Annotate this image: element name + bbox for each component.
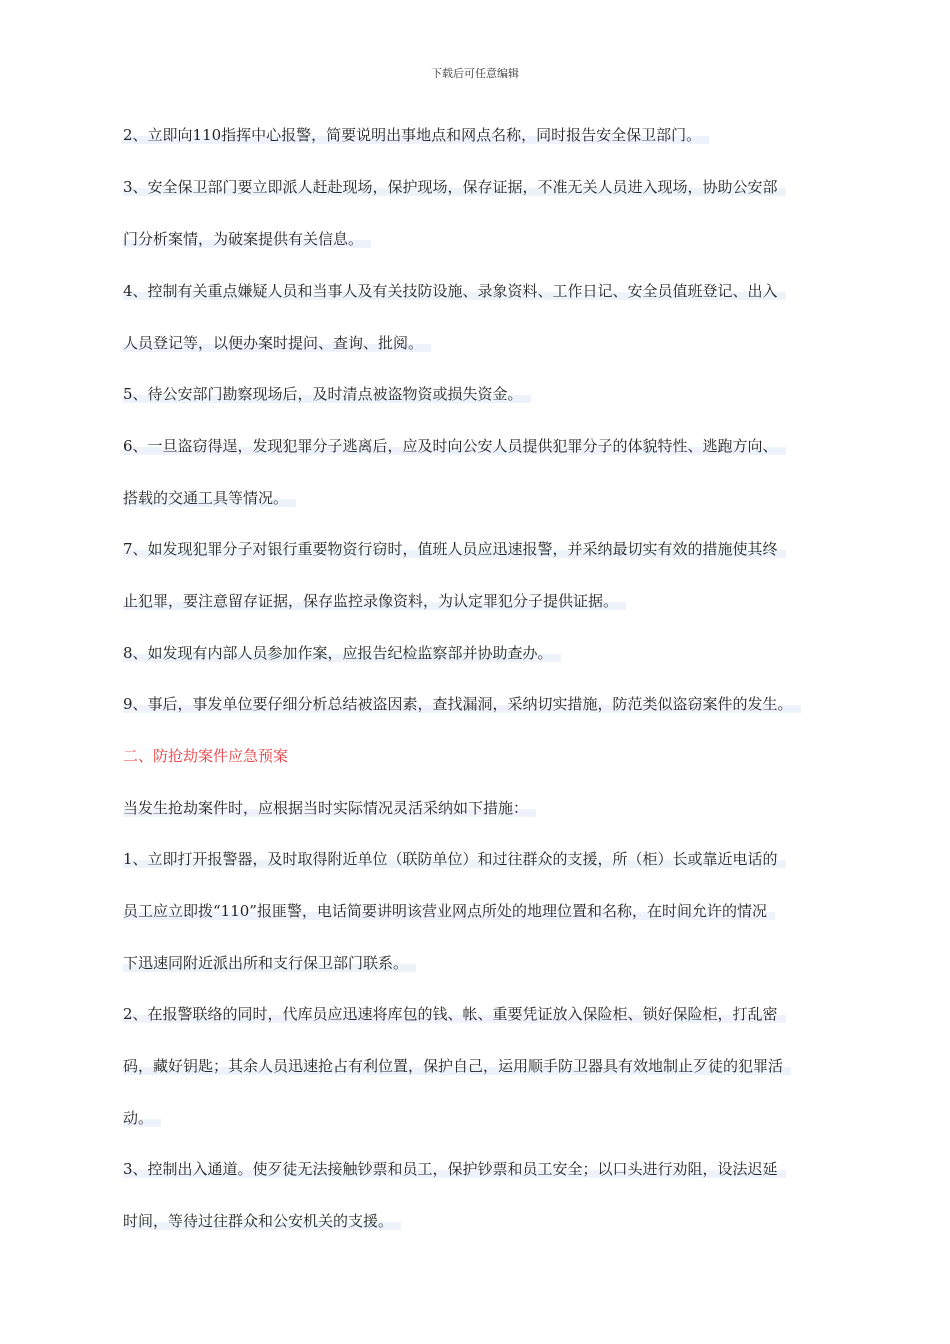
paragraph-line [123, 1210, 401, 1232]
section-heading [123, 745, 296, 767]
paragraph-line [123, 228, 371, 250]
line-text: 2、立即向110指挥中心报警，简要说明出事地点和网点名称，同时报告安全保卫部门。 [123, 126, 709, 144]
line-text: 5、待公安部门勘察现场后，及时清点被盗物资或损失资金。 [123, 385, 531, 403]
paragraph-line [123, 383, 531, 405]
paragraph-line [123, 1107, 161, 1129]
paragraph-line [123, 590, 626, 612]
paragraph-line [123, 848, 786, 870]
line-text: 6、一旦盗窃得逞，发现犯罪分子逃离后，应及时向公安人员提供犯罪分子的体貌特性、逃跑方向、 [123, 437, 786, 455]
paragraph-line [123, 435, 786, 457]
line-text: 搭载的交通工具等情况。 [123, 489, 296, 507]
paragraph-line [123, 900, 775, 922]
line-text: 当发生抢劫案件时，应根据当时实际情况灵活采纳如下措施： [123, 799, 536, 817]
line-text: 3、控制出入通道。使歹徒无法接触钞票和员工，保护钞票和员工安全；以口头进行劝阻，设法迟延 [123, 1160, 786, 1178]
line-text: 下迅速同附近派出所和支行保卫部门联系。 [123, 954, 416, 972]
paragraph-line [123, 797, 536, 819]
paragraph-line [123, 642, 561, 664]
line-text: 9、事后，事发单位要仔细分析总结被盗因素，查找漏洞，采纳切实措施，防范类似盗窃案件的发生。 [123, 695, 801, 713]
paragraph-line [123, 487, 296, 509]
paragraph-line [123, 693, 801, 715]
paragraph-line [123, 176, 786, 198]
page-header: 下载后可任意编辑 [431, 67, 519, 80]
paragraph-line [123, 952, 416, 974]
paragraph-line [123, 1055, 791, 1077]
line-text: 2、在报警联络的同时，代库员应迅速将库包的钱、帐、重要凭证放入保险柜、锁好保险柜，打乱密 [123, 1005, 786, 1023]
line-text: 8、如发现有内部人员参加作案，应报告纪检监察部并协助查办。 [123, 644, 561, 662]
paragraph-line [123, 280, 786, 302]
heading-text: 二、防抢劫案件应急预案 [123, 747, 289, 765]
paragraph-line [123, 1003, 786, 1025]
line-text: 人员登记等，以便办案时提问、查询、批阅。 [123, 334, 431, 352]
paragraph-line [123, 1158, 786, 1180]
line-text: 4、控制有关重点嫌疑人员和当事人及有关技防设施、录象资料、工作日记、安全员值班登记、出入 [123, 282, 786, 300]
line-text: 员工应立即拨“110”报匪警，电话简要讲明该营业网点所处的地理位置和名称，在时间允许的情况 [123, 902, 775, 920]
line-text: 动。 [123, 1109, 161, 1127]
paragraph-line [123, 332, 431, 354]
line-text: 7、如发现犯罪分子对银行重要物资行窃时，值班人员应迅速报警，并采纳最切实有效的措施使其终 [123, 540, 786, 558]
line-text: 1、立即打开报警器，及时取得附近单位（联防单位）和过往群众的支援，所（柜）长或靠近电话的 [123, 850, 786, 868]
paragraph-line [123, 124, 709, 146]
line-text: 码，藏好钥匙；其余人员迅速抢占有利位置，保护自己，运用顺手防卫器具有效地制止歹徒的犯罪活 [123, 1057, 791, 1075]
paragraph-line [123, 538, 786, 560]
line-text: 止犯罪，要注意留存证据，保存监控录像资料，为认定罪犯分子提供证据。 [123, 592, 626, 610]
line-text: 3、安全保卫部门要立即派人赶赴现场，保护现场，保存证据，不准无关人员进入现场，协助公安部 [123, 178, 786, 196]
line-text: 时间，等待过往群众和公安机关的支援。 [123, 1212, 401, 1230]
line-text: 门分析案情，为破案提供有关信息。 [123, 230, 371, 248]
